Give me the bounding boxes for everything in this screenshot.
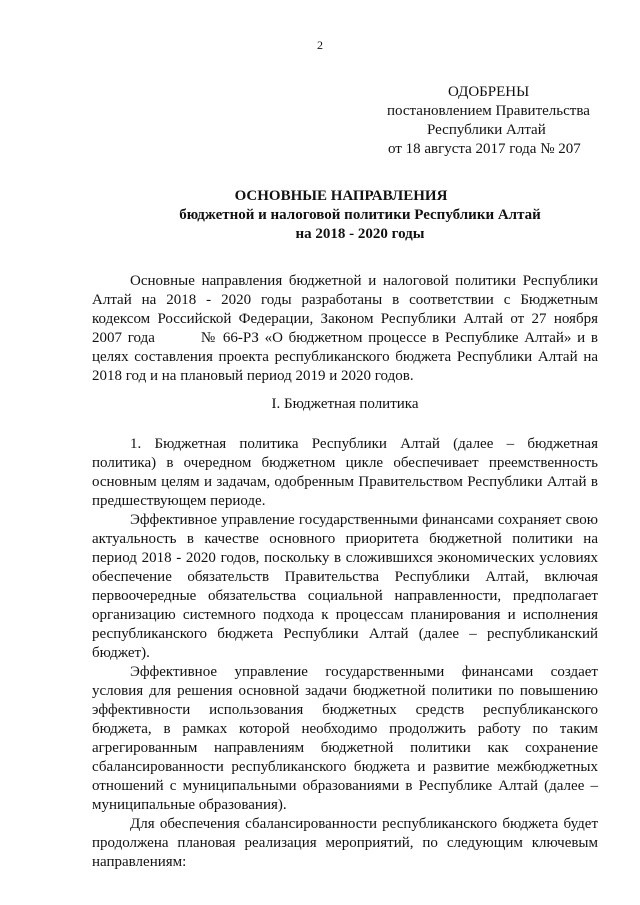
title-line-2: бюджетной и налоговой политики Республики Алтай [179,207,541,223]
page-number: 2 [317,38,323,52]
paragraph: Эффективное управление государственными финансами сохраняет свою актуальность в качестве основного приоритета бюджетной политики на период 2018 - 2020 годов, поскольку в сложившихся экономических условиях обеспечение обязательств Правительства Республики Алтай, включая первоочередные обязательства социальной направленности, предполагает организацию системного подхода к процессам планирования и исполнения республиканского бюджета Республики Алтай (далее – республиканский бюджет). [92,512,598,661]
section-heading: I. Бюджетная политика [271,396,419,412]
approval-title: ОДОБРЕНЫ [448,84,530,100]
approval-line-2: Республики Алтай [427,122,546,138]
paragraph: 1. Бюджетная политика Республики Алтай (далее – бюджетная политика) в очередном бюджетном цикле обеспечивает преемственность основным целям и задачам, одобренным Правительством Республики Алтай в предшествующем периоде. [92,436,598,509]
intro-paragraph [92,272,598,386]
title-line-1: ОСНОВНЫЕ НАПРАВЛЕНИЯ [234,188,448,204]
intro-text-2: № 66-РЗ «О бюджетном процессе в Республике Алтай» и в целях составления проекта республиканского бюджета Республики Алтай на 2018 год и на плановый период 2019 и 2020 годов. [92,330,598,384]
approval-line-3: от 18 августа 2017 года № 207 [388,141,581,157]
paragraph: Эффективное управление государственными финансами создает условия для решения основной задачи бюджетной политики по повышению эффективности использования бюджетных средств республиканского бюджета, в рамках которой необходимо продолжить работу по таким агрегированным направлениям бюджетной политики как сохранение сбалансированности республиканского бюджета и развитие межбюджетных отношений с муниципальными образованиями в Республике Алтай (далее – муниципальные образования). [92,664,598,813]
approval-line-1: постановлением Правительства [387,103,590,119]
title-line-3: на 2018 - 2020 годы [295,226,425,242]
document-title [150,187,570,244]
approval-block [380,83,600,159]
paragraph: Для обеспечения сбалансированности республиканского бюджета будет продолжена плановая реализация мероприятий, по следующим ключевым направлениям: [92,816,598,870]
section-body [92,435,598,872]
intro-text-1: Основные направления бюджетной и налоговой политики Республики Алтай на 2018 - 2020 годы разработаны в соответствии с Бюджетным кодексом Российской Федерации, Законом Республики Алтай от 27 ноября 2007 года [92,273,598,346]
